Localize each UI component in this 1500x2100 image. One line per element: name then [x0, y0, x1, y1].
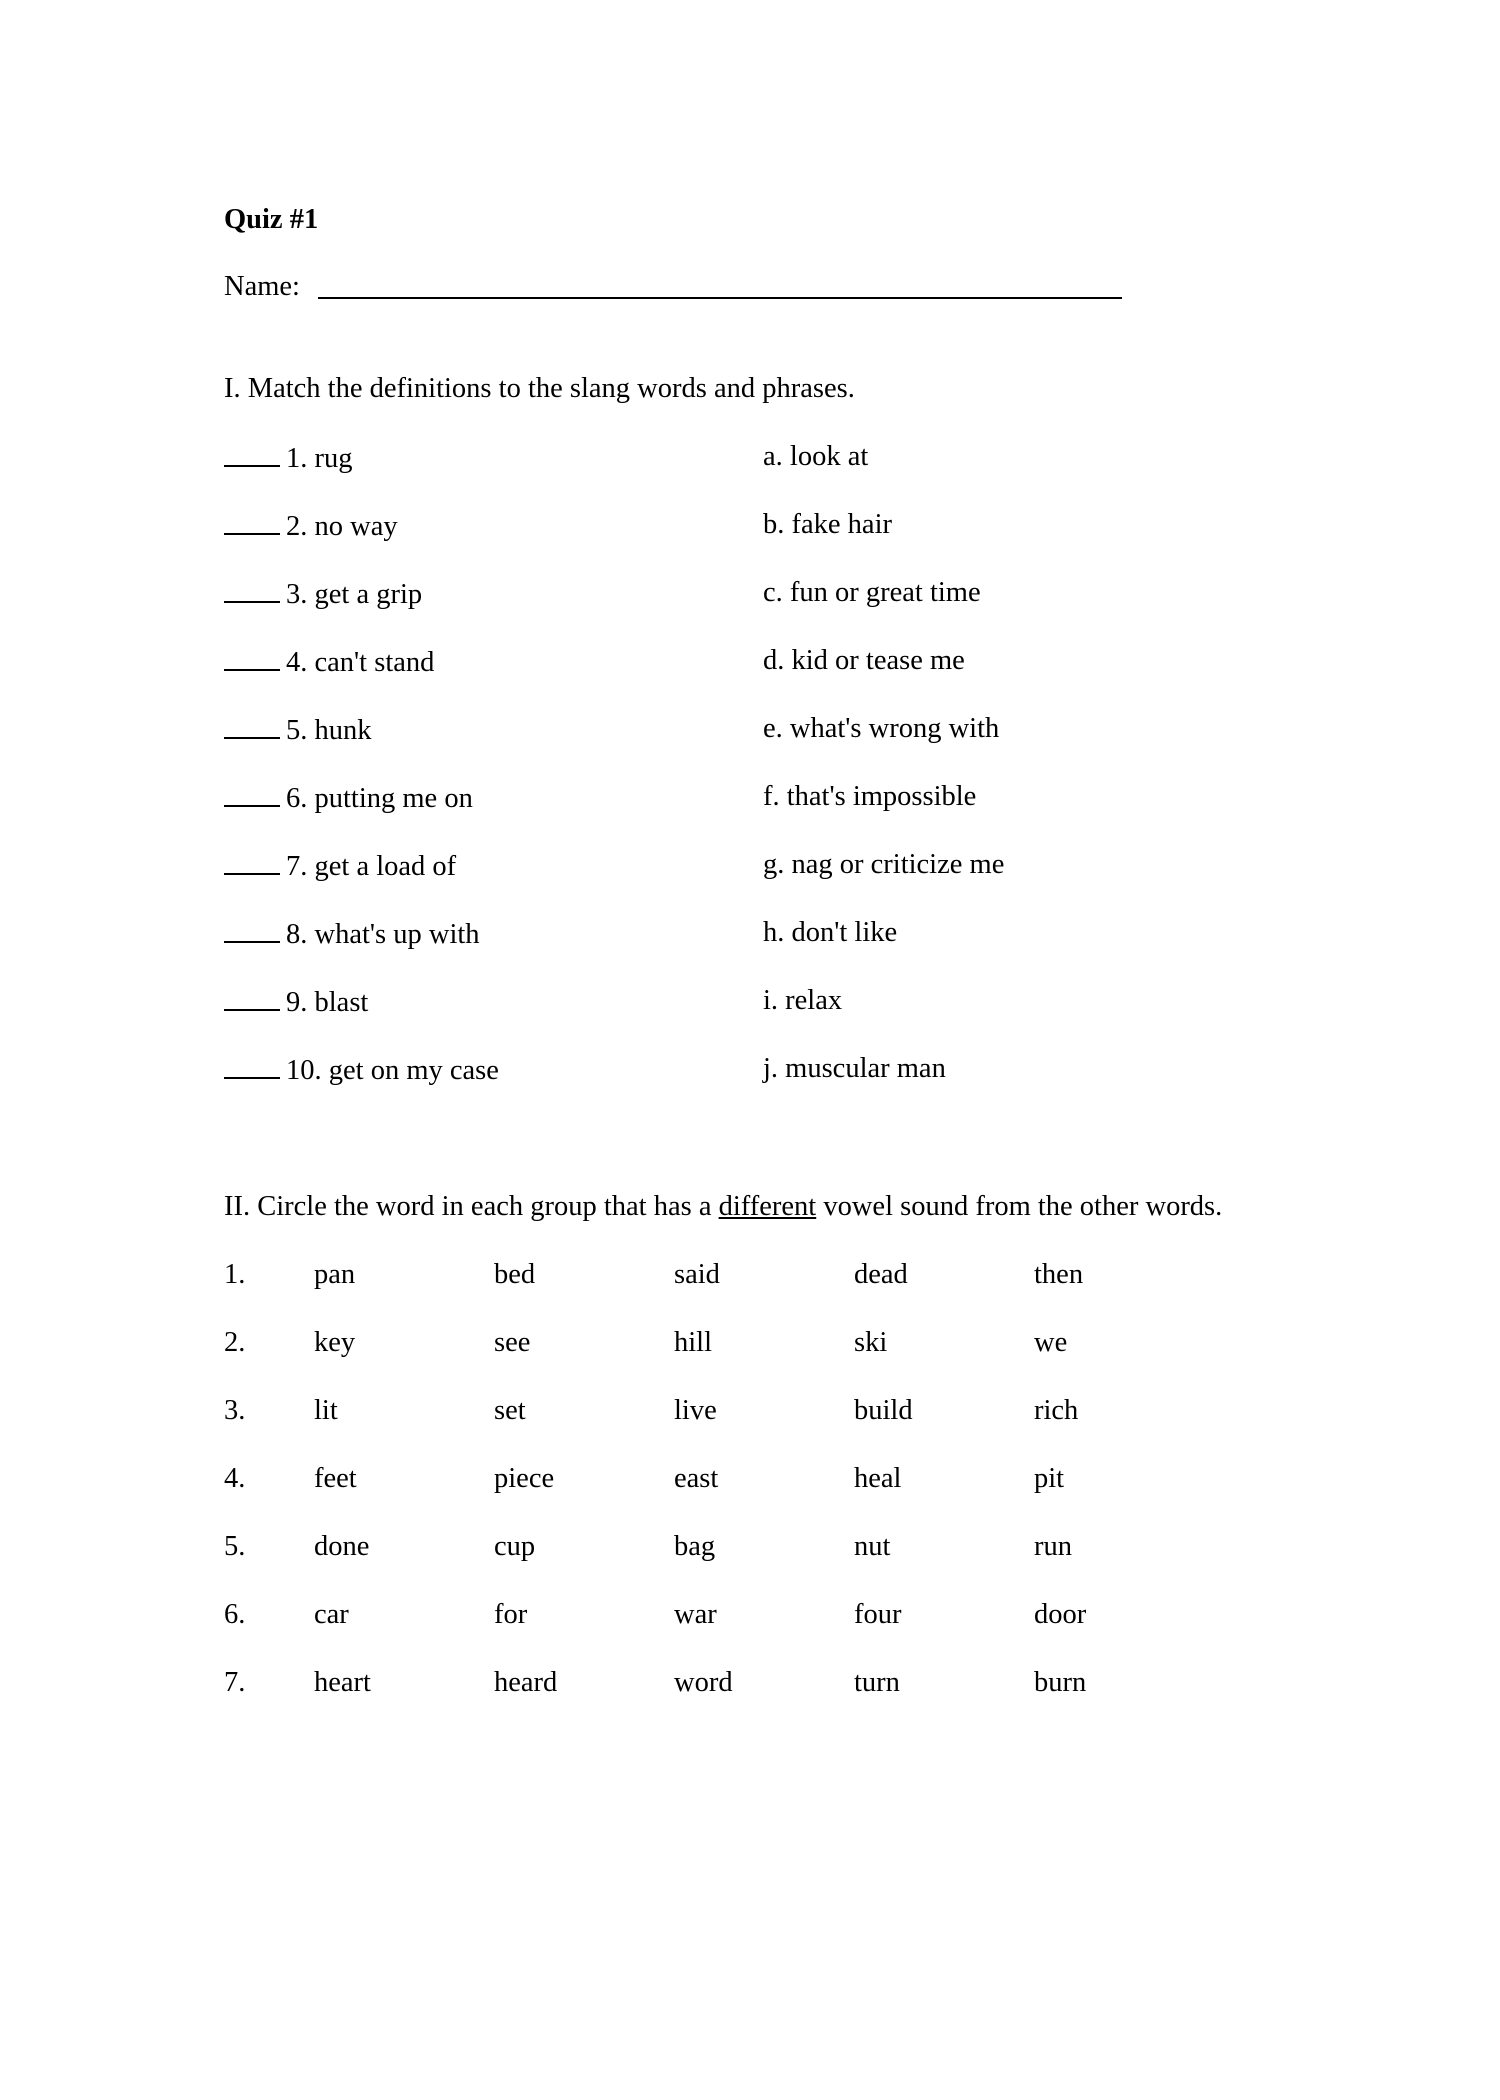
word-option[interactable]: ski	[854, 1327, 888, 1358]
term-text: 10. get on my case	[286, 1055, 499, 1086]
definition-item: a. look at	[763, 441, 869, 472]
definition-item: c. fun or great time	[763, 577, 981, 608]
word-option[interactable]: heal	[854, 1463, 902, 1494]
word-option[interactable]: dead	[854, 1259, 908, 1290]
term-row	[224, 715, 372, 746]
term-text: 9. blast	[286, 987, 369, 1018]
answer-blank[interactable]	[224, 919, 280, 943]
section1-heading: I. Match the definitions to the slang words and phrases.	[224, 373, 855, 404]
word-option[interactable]: war	[674, 1599, 717, 1630]
term-row	[224, 647, 434, 678]
answer-blank[interactable]	[224, 647, 280, 671]
name-label: Name:	[224, 271, 300, 302]
word-option[interactable]: build	[854, 1395, 913, 1426]
term-text: 7. get a load of	[286, 851, 457, 882]
word-option[interactable]: bag	[674, 1531, 716, 1562]
word-option[interactable]: said	[674, 1259, 720, 1290]
group-number: 7.	[224, 1667, 246, 1698]
answer-blank[interactable]	[224, 1055, 280, 1079]
word-option[interactable]: four	[854, 1599, 902, 1630]
word-option[interactable]: heart	[314, 1667, 371, 1698]
term-text: 5. hunk	[286, 715, 372, 746]
term-row	[224, 443, 353, 474]
word-option[interactable]: turn	[854, 1667, 900, 1698]
term-row	[224, 511, 398, 542]
word-option[interactable]: nut	[854, 1531, 891, 1562]
word-option[interactable]: we	[1034, 1327, 1068, 1358]
group-number: 4.	[224, 1463, 246, 1494]
term-row	[224, 987, 368, 1018]
word-option[interactable]: for	[494, 1599, 528, 1630]
word-option[interactable]: burn	[1034, 1667, 1087, 1698]
word-option[interactable]: word	[674, 1667, 733, 1698]
definition-item: i. relax	[763, 985, 843, 1016]
answer-blank[interactable]	[224, 579, 280, 603]
term-text: 8. what's up with	[286, 919, 480, 950]
definition-item: b. fake hair	[763, 509, 892, 540]
word-option[interactable]: rich	[1034, 1395, 1079, 1426]
word-option[interactable]: done	[314, 1531, 370, 1562]
answer-blank[interactable]	[224, 715, 280, 739]
heading-text: vowel sound from the other words.	[816, 1191, 1223, 1222]
quiz-title: Quiz #1	[224, 204, 319, 235]
term-text: 1. rug	[286, 443, 353, 474]
answer-blank[interactable]	[224, 851, 280, 875]
term-text: 3. get a grip	[286, 579, 423, 610]
definition-item: h. don't like	[763, 917, 898, 948]
term-row	[224, 919, 480, 950]
heading-underlined-word: different	[718, 1191, 817, 1222]
word-option[interactable]: piece	[494, 1463, 555, 1494]
definition-item: j. muscular man	[763, 1053, 946, 1084]
term-row	[224, 783, 473, 814]
group-number: 3.	[224, 1395, 246, 1426]
word-option[interactable]: lit	[314, 1395, 338, 1426]
group-number: 2.	[224, 1327, 246, 1358]
word-option[interactable]: pan	[314, 1259, 356, 1290]
word-option[interactable]: east	[674, 1463, 719, 1494]
answer-blank[interactable]	[224, 511, 280, 535]
group-number: 5.	[224, 1531, 246, 1562]
term-row	[224, 851, 456, 882]
word-option[interactable]: bed	[494, 1259, 536, 1290]
group-number: 6.	[224, 1599, 246, 1630]
definition-item: f. that's impossible	[763, 781, 977, 812]
definition-item: e. what's wrong with	[763, 713, 1000, 744]
word-option[interactable]: cup	[494, 1531, 536, 1562]
word-option[interactable]: hill	[674, 1327, 713, 1358]
word-option[interactable]: feet	[314, 1463, 357, 1494]
word-option[interactable]: run	[1034, 1531, 1072, 1562]
word-option[interactable]: set	[494, 1395, 526, 1426]
definition-item: g. nag or criticize me	[763, 849, 1005, 880]
word-option[interactable]: car	[314, 1599, 349, 1630]
term-row	[224, 1055, 499, 1086]
word-option[interactable]: then	[1034, 1259, 1084, 1290]
word-option[interactable]: heard	[494, 1667, 558, 1698]
name-field[interactable]	[318, 297, 1122, 299]
term-row	[224, 579, 422, 610]
term-text: 6. putting me on	[286, 783, 473, 814]
word-option[interactable]: live	[674, 1395, 717, 1426]
term-text: 4. can't stand	[286, 647, 435, 678]
word-option[interactable]: pit	[1034, 1463, 1065, 1494]
answer-blank[interactable]	[224, 987, 280, 1011]
group-number: 1.	[224, 1259, 246, 1290]
word-option[interactable]: door	[1034, 1599, 1087, 1630]
definition-item: d. kid or tease me	[763, 645, 965, 676]
word-option[interactable]: key	[314, 1327, 356, 1358]
answer-blank[interactable]	[224, 443, 280, 467]
term-text: 2. no way	[286, 511, 398, 542]
word-option[interactable]: see	[494, 1327, 531, 1358]
section2-heading	[224, 1193, 1222, 1222]
answer-blank[interactable]	[224, 783, 280, 807]
heading-text: II. Circle the word in each group that has a	[224, 1191, 719, 1222]
